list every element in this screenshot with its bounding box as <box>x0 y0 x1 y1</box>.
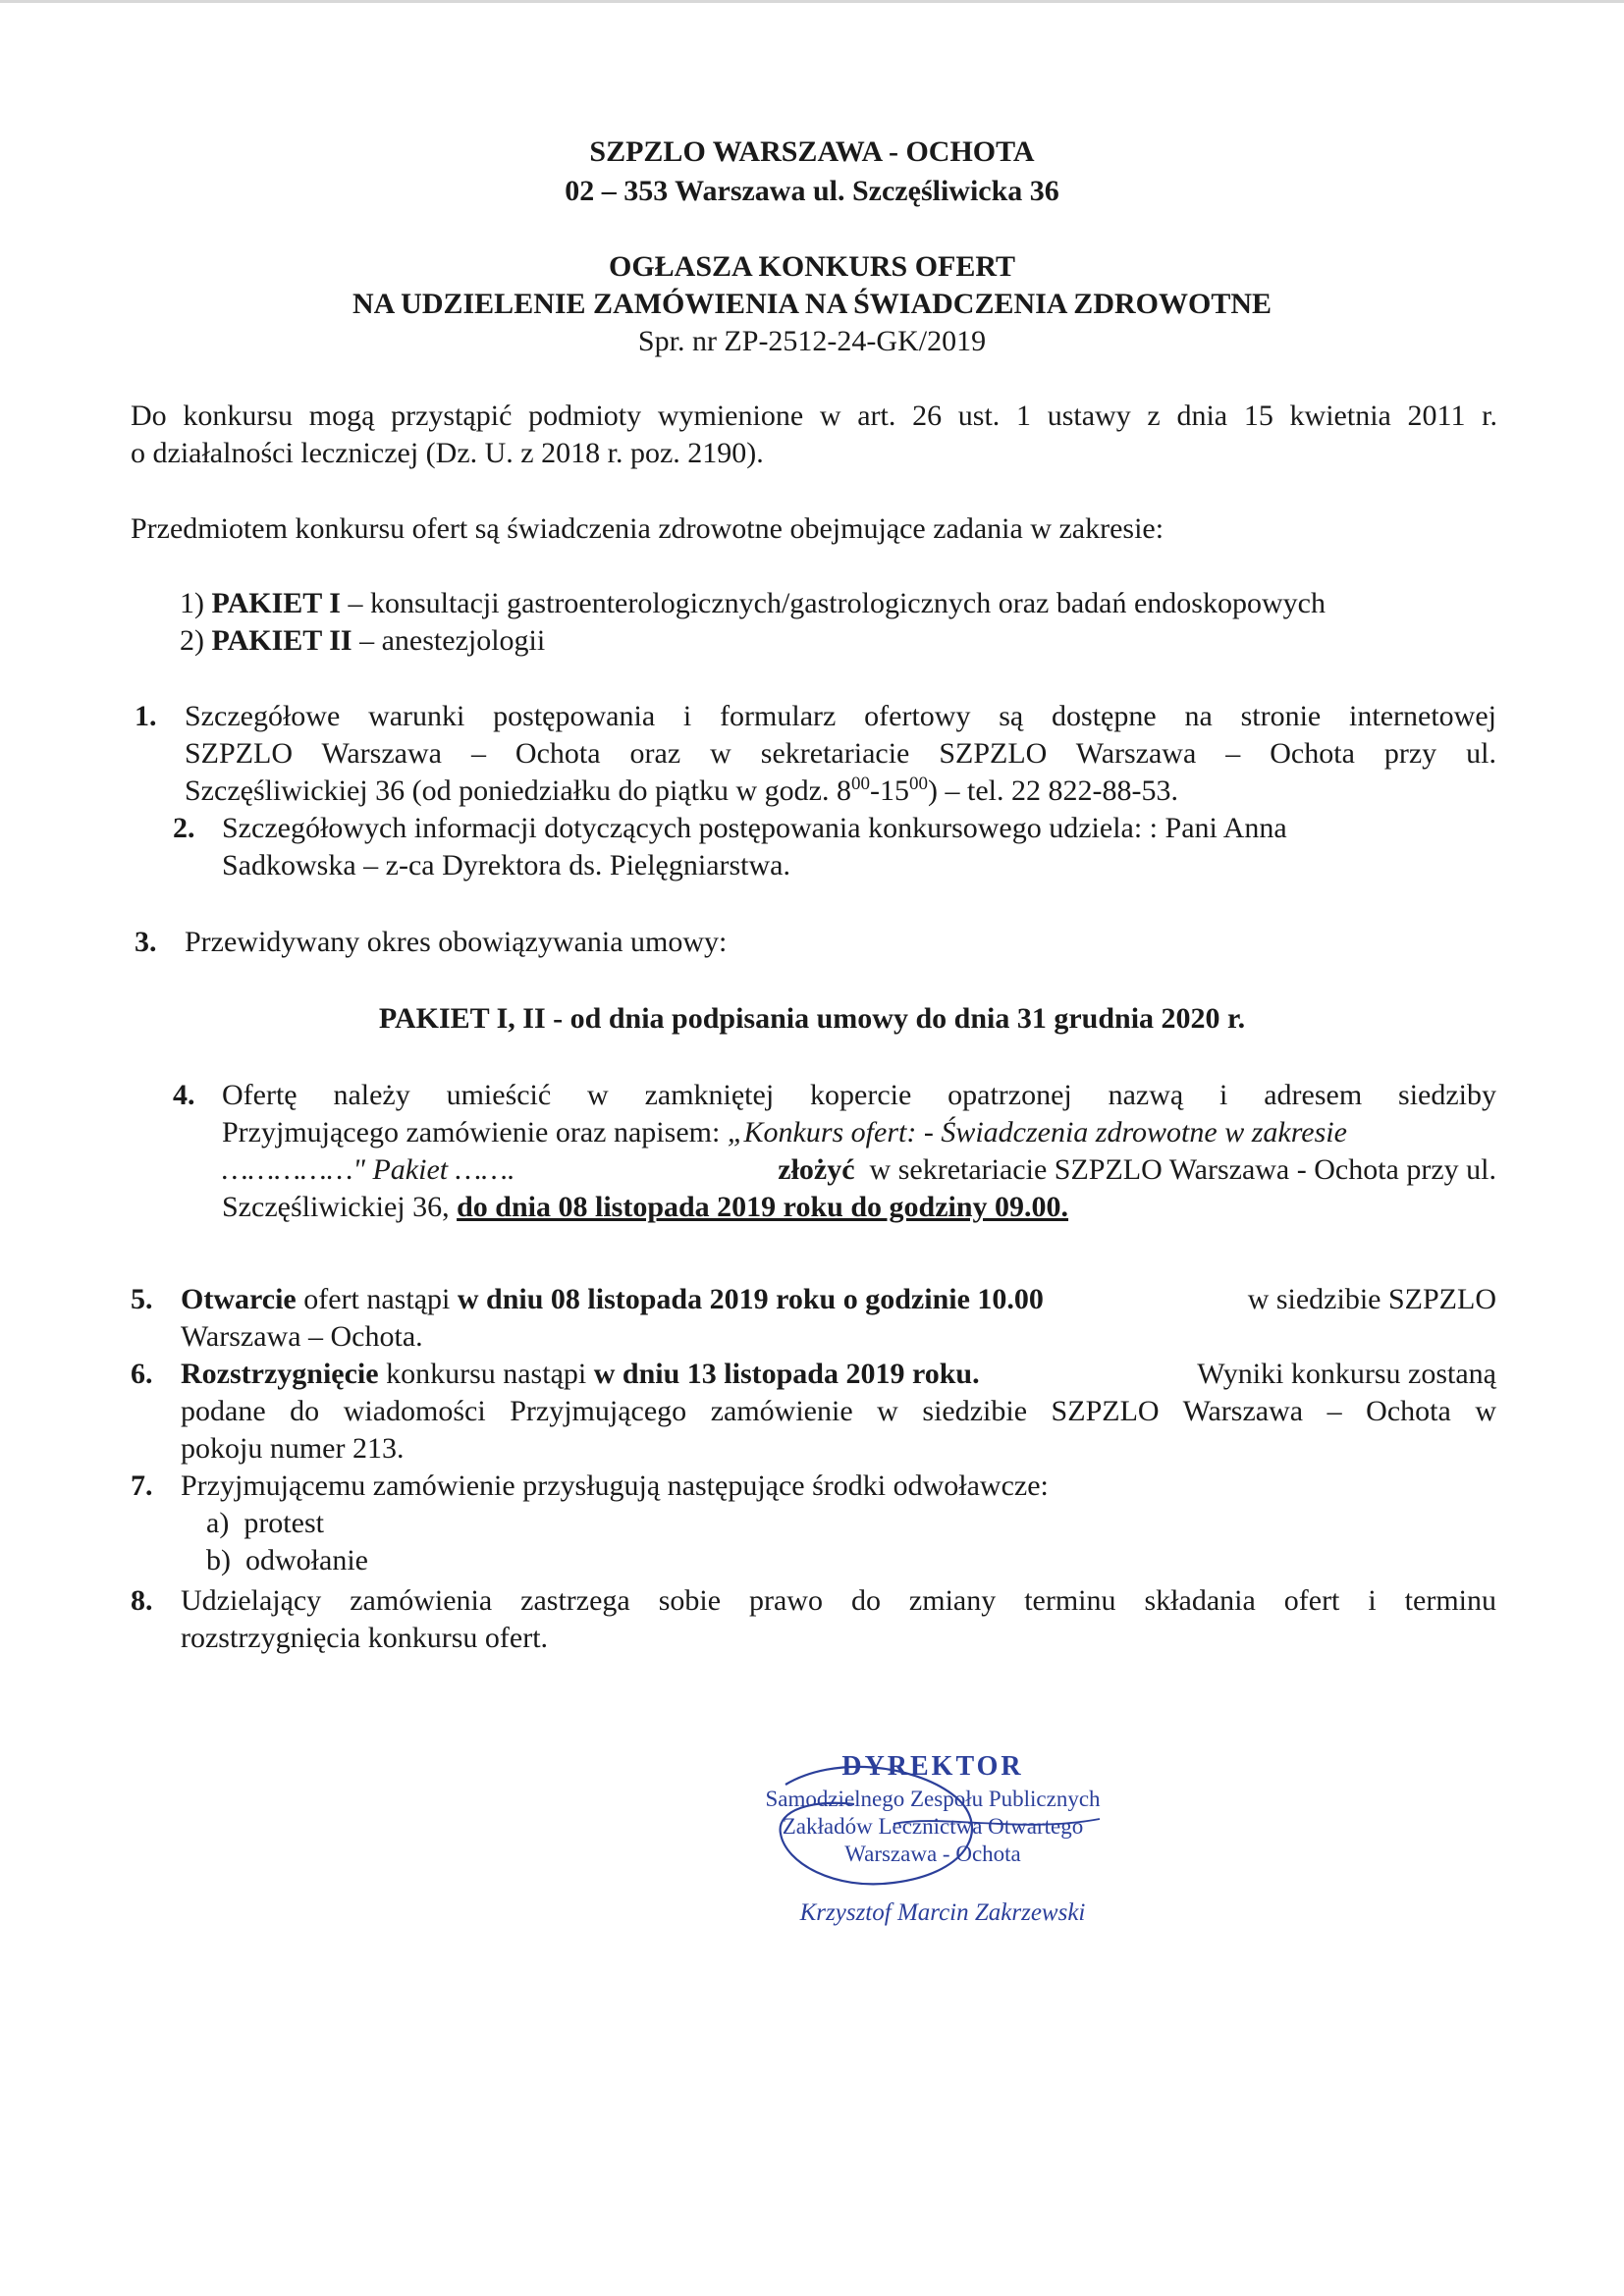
item3-text: Przewidywany okres obowiązywania umowy: <box>185 926 728 958</box>
item5-line-1 <box>181 1283 1496 1316</box>
item2-line-1: Szczegółowych informacji dotyczących postępowania konkursowego udziela: : Pani Anna <box>222 812 1287 844</box>
item2-line-2: Sadkowska – z-ca Dyrektora ds. Pielęgniarstwa. <box>222 849 790 881</box>
intro-line-2: o działalności leczniczej (Dz. U. z 2018 r. poz. 2190). <box>131 437 764 469</box>
item1-line-2: SZPZLO Warszawa – Ochota oraz w sekretariacie SZPZLO Warszawa – Ochota przy ul. <box>185 737 1496 770</box>
remedy-item <box>206 1507 324 1540</box>
remedy-label: a) <box>206 1507 230 1539</box>
contract-period: PAKIET I, II - od dnia podpisania umowy do dnia 31 grudnia 2020 r. <box>378 1002 1246 1035</box>
item4-envelope-label: „Konkurs ofert: - Świadczenia zdrowotne w zakresie <box>727 1116 1347 1148</box>
item-number: 8. <box>131 1584 153 1617</box>
hour-sup: 00 <box>851 774 870 794</box>
item4-street: Szczęśliwickiej 36, <box>222 1191 458 1223</box>
item1-line-1: Szczegółowe warunki postępowania i formularz ofertowy są dostępne na stronie internetowej <box>185 700 1496 732</box>
package-item <box>180 587 1326 620</box>
item6-line-3: pokoju numer 213. <box>181 1432 405 1465</box>
item1-phone-text: ) – tel. 22 822-88-53. <box>928 774 1178 807</box>
package-number: 1) <box>180 587 204 619</box>
item4-deadline: do dnia 08 listopada 2019 roku do godziny 09.00. <box>457 1191 1069 1223</box>
hour-sep: -15 <box>870 774 909 807</box>
item6-text: konkursu nastąpi <box>378 1358 594 1390</box>
stamp-line: Warszawa - Ochota <box>844 1842 1021 1866</box>
reference-number: Spr. nr ZP-2512-24-GK/2019 <box>637 325 987 357</box>
item6-resolution-word: Rozstrzygnięcie <box>181 1358 379 1390</box>
package-name: PAKIET I <box>211 587 341 619</box>
item4-package-placeholder: ……………" Pakiet ……. <box>222 1153 515 1186</box>
hour-sup: 00 <box>909 774 928 794</box>
org-name: SZPZLO WARSZAWA - OCHOTA <box>589 135 1035 168</box>
item8-line-1: Udzielający zamówienia zastrzega sobie prawo do zmiany terminu składania ofert i terminu <box>181 1584 1496 1617</box>
item-number: 5. <box>131 1283 153 1315</box>
item5-place: w siedzibie SZPZLO <box>1247 1283 1496 1315</box>
item-number: 7. <box>131 1469 153 1502</box>
remedy-label: b) <box>206 1544 231 1576</box>
item5-text: ofert nastąpi <box>296 1283 458 1315</box>
announcement-subtitle: NA UDZIELENIE ZAMÓWIENIA NA ŚWIADCZENIA ZDROWOTNE <box>352 288 1272 320</box>
signatory-name: Krzysztof Marcin Zakrzewski <box>799 1899 1086 1926</box>
package-text: – anestezjologii <box>352 624 546 657</box>
item6-line-2: podane do wiadomości Przyjmującego zamówienie w siedzibie SZPZLO Warszawa – Ochota w <box>181 1395 1496 1427</box>
item-number: 1. <box>135 700 157 732</box>
announcement-title: OGŁASZA KONKURS OFERT <box>608 250 1016 283</box>
item5-opening-date: w dniu 08 listopada 2019 roku o godzinie 10.00 <box>457 1283 1044 1315</box>
item4-line-3 <box>222 1153 1496 1187</box>
item7-text: Przyjmującemu zamówienie przysługują następujące środki odwoławcze: <box>181 1469 1049 1502</box>
item1-hours-text: Szczęśliwickiej 36 (od poniedziałku do piątku w godz. 8 <box>185 774 851 807</box>
remedy-text: protest <box>244 1507 324 1539</box>
item4-line-1: Ofertę należy umieścić w zamkniętej kopercie opatrzonej nazwą i adresem siedziby <box>222 1079 1496 1111</box>
item6-resolution-date: w dniu 13 listopada 2019 roku. <box>593 1358 980 1390</box>
item8-line-2: rozstrzygnięcia konkursu ofert. <box>181 1622 549 1654</box>
scan-top-edge <box>0 0 1624 3</box>
stamp-area <box>727 1751 1159 1893</box>
item5-line-2: Warszawa – Ochota. <box>181 1320 423 1353</box>
item4-submit-word: złożyć <box>778 1153 855 1186</box>
item6-line-1 <box>181 1358 1496 1391</box>
stamp-title: DYREKTOR <box>841 1751 1024 1782</box>
subject-text: Przedmiotem konkursu ofert są świadczenia zdrowotne obejmujące zadania w zakresie: <box>131 512 1164 545</box>
package-name: PAKIET II <box>211 624 352 657</box>
remedy-text: odwołanie <box>245 1544 368 1576</box>
stamp-line: Samodzielnego Zespołu Publicznych <box>765 1787 1101 1811</box>
item4-line-4 <box>222 1191 1068 1224</box>
item-number: 3. <box>135 926 157 958</box>
item4-submit-place: w sekretariacie SZPZLO Warszawa - Ochota przy ul. <box>869 1153 1496 1186</box>
stamp-line: Zakładów Lecznictwa Otwartego <box>782 1814 1084 1839</box>
remedy-item <box>206 1544 368 1577</box>
item-number: 2. <box>173 812 195 844</box>
item5-opening-word: Otwarcie <box>181 1283 297 1315</box>
package-number: 2) <box>180 624 204 657</box>
package-item <box>180 624 545 658</box>
item4-text: Przyjmującego zamówienie oraz napisem: <box>222 1116 728 1148</box>
item6-results-text: Wyniki konkursu zostaną <box>1197 1358 1496 1390</box>
item-number: 6. <box>131 1358 153 1390</box>
item1-line-3 <box>185 774 1178 808</box>
item-number: 4. <box>173 1079 195 1111</box>
org-address: 02 – 353 Warszawa ul. Szczęśliwicka 36 <box>565 175 1059 207</box>
item4-line-2 <box>222 1116 1347 1149</box>
intro-line-1: Do konkursu mogą przystąpić podmioty wymienione w art. 26 ust. 1 ustawy z dnia 15 kwietnia 2011 r. <box>131 400 1497 432</box>
package-text: – konsultacji gastroenterologicznych/gastrologicznych oraz badań endoskopowych <box>340 587 1326 619</box>
